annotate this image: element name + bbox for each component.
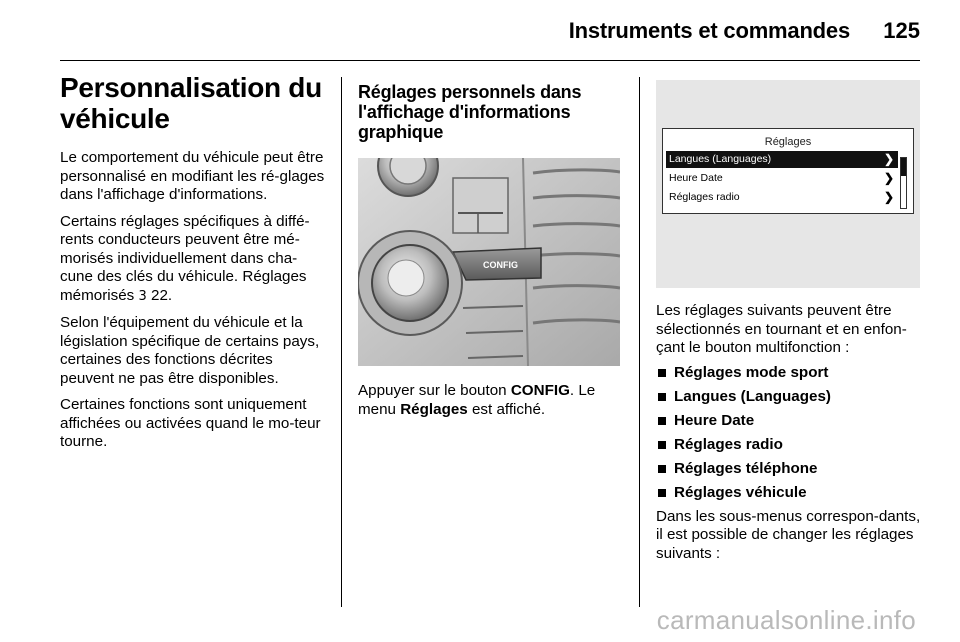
config-button-label: CONFIG [483,260,518,270]
list-item: Réglages téléphone [656,460,922,479]
cross-reference-icon: 3 [138,288,147,304]
header-divider [60,60,920,61]
paragraph: Appuyer sur le bouton CONFIG. Le menu Réglages est affiché. [358,382,596,418]
scrollbar-thumb[interactable] [901,158,906,176]
bullet-square-icon [658,441,666,449]
screen-scrollbar[interactable] [900,157,907,209]
watermark: carmanualsonline.info [656,605,916,635]
paragraph: Selon l'équipement du véhicule et la législation spécifique de certains pays, certaines des fonctions décrites peuvent ne pas être disponibles. [60,314,320,387]
page-title: Instruments et commandes [568,18,850,43]
subsection-heading: Réglages personnels dans l'affichage d'informations graphique [358,82,582,142]
screen-menu-item-time-date[interactable]: Heure Date ❯ [669,171,894,185]
console-illustration [358,158,620,366]
column-3 [656,80,922,563]
bullet-square-icon [658,369,666,377]
list-item: Réglages véhicule [656,484,922,503]
list-item: Heure Date [656,412,922,431]
cross-reference-page[interactable]: 22. [151,286,173,304]
display-figure [656,80,920,288]
chevron-right-icon: ❯ [883,171,894,185]
paragraph: Dans les sous-menus correspon‐dants, il est possible de changer les réglages suivants : [656,507,921,562]
chevron-right-icon: ❯ [883,152,894,166]
page-header [0,0,960,62]
column-divider-1 [341,77,342,607]
chevron-right-icon: ❯ [883,190,894,204]
info-display-screen [662,128,914,214]
screen-menu-item-languages[interactable]: Langues (Languages) ❯ [666,151,898,168]
paragraph: Certains réglages spécifiques à diffé‐rents conducteurs peuvent être mé‐morisés individuellement dans cha‐cune des clés du véhicule. Réglages mémorisés 3 22. [60,212,310,304]
bullet-square-icon [658,465,666,473]
console-photo [358,158,620,366]
bullet-square-icon [658,417,666,425]
paragraph: Certaines fonctions sont uniquement affichées ou activées quand le mo‐teur tourne. [60,396,321,450]
column-2 [358,82,624,419]
bullet-square-icon [658,393,666,401]
list-item: Langues (Languages) [656,388,922,407]
settings-list [656,364,922,503]
column-1 [60,72,328,452]
screen-title: Réglages [764,136,812,148]
bullet-square-icon [658,489,666,497]
column-divider-2 [639,77,640,607]
page-number: 125 [883,18,920,43]
screen-menu-item-radio[interactable]: Réglages radio ❯ [669,190,894,204]
list-item: Réglages mode sport [656,364,922,383]
paragraph: Le comportement du véhicule peut être personnalisé en modifiant les ré‐glages dans l'affichage d'informations. [60,149,325,203]
list-item: Réglages radio [656,436,922,455]
section-heading: Personnalisation du véhicule [60,72,322,134]
paragraph: Les réglages suivants peuvent être sélectionnés en tournant et en enfon‐çant le bouton multifonction : [656,302,907,356]
